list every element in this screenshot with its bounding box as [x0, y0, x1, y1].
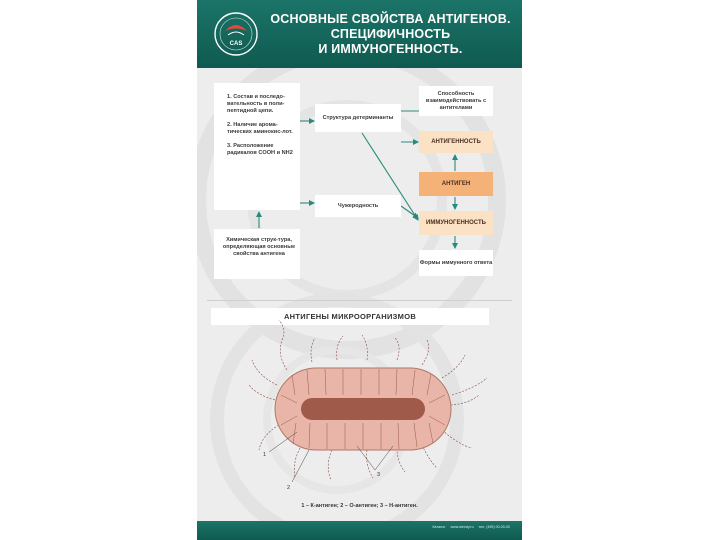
label-3: 3 [377, 472, 381, 478]
chemical-structure-box: Химическая струк-тура, определяющая основные свойства антигена [214, 229, 300, 279]
footer-info [428, 525, 510, 529]
logo-text: CAS [229, 41, 243, 47]
label-1: 1 [263, 452, 267, 458]
determinant-structure-box: Структура детерминанты [315, 104, 401, 132]
antigen-box: АНТИГЕН [419, 172, 493, 196]
footer-brand: Каталог [432, 525, 446, 529]
property-1: 1. Состав и последо-вательность в поли-пептидной цепи. [227, 94, 285, 114]
foreignness-box: Чужеродность [315, 195, 401, 217]
poster [197, 0, 522, 540]
footer-site: www.stendy.ru [450, 525, 474, 529]
section-title: АНТИГЕНЫ МИКРООРГАНИЗМОВ [211, 308, 489, 325]
antibody-interaction-box: Способность взаимодействовать с антителами [419, 86, 493, 116]
property-2: 2. Наличие арома-тических аминокис-лот. [227, 122, 293, 135]
cell-core [301, 398, 425, 420]
title-line-2: СПЕЦИФИЧНОСТЬ [330, 27, 451, 41]
immunogenicity-box: ИММУНОГЕННОСТЬ [419, 211, 493, 235]
title-line-1: ОСНОВНЫЕ СВОЙСТВА АНТИГЕНОВ. [270, 12, 511, 26]
immune-response-forms-box: Формы иммунного ответа [419, 250, 493, 276]
footer-phone: тел. (495) 00-00-00 [478, 525, 510, 529]
label-2: 2 [287, 485, 291, 491]
illustration-caption: 1 – К-антиген; 2 – О-антиген; 3 – Н-антиген. [301, 503, 418, 509]
bacterium-illustration [197, 0, 522, 540]
footer [197, 521, 522, 540]
property-3: 3. Расположение радикалов COOH и NH2 [227, 143, 293, 156]
title-line-3: И ИММУНОГЕННОСТЬ. [318, 42, 463, 56]
antigenicity-box: АНТИГЕННОСТЬ [419, 131, 493, 153]
